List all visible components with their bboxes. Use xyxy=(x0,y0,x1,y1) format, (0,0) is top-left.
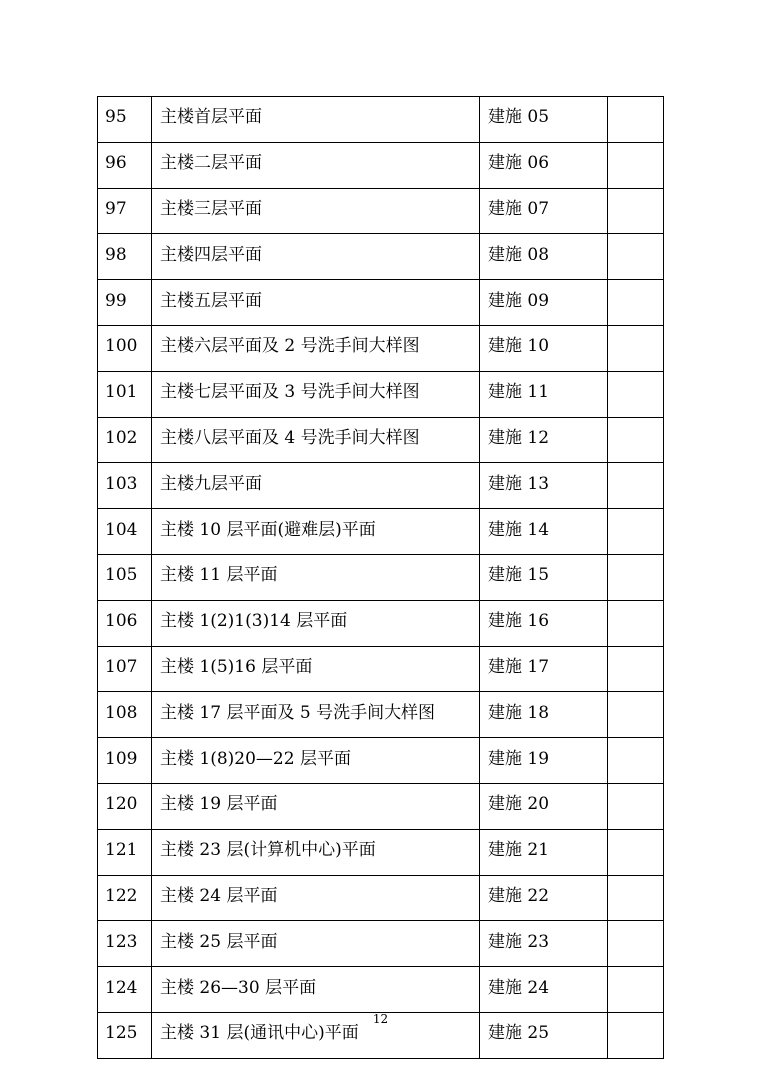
remarks-cell xyxy=(608,142,664,188)
row-number-cell: 108 xyxy=(98,692,152,738)
row-number-cell: 122 xyxy=(98,875,152,921)
remarks-cell xyxy=(608,188,664,234)
table-row xyxy=(98,829,664,875)
drawing-code-cell: 建施 14 xyxy=(480,509,608,555)
drawing-name-cell: 主楼 10 层平面(避难层)平面 xyxy=(152,509,480,555)
drawing-code-cell: 建施 12 xyxy=(480,417,608,463)
remarks-cell xyxy=(608,829,664,875)
table-row xyxy=(98,738,664,784)
drawing-code-cell: 建施 08 xyxy=(480,234,608,280)
table-row xyxy=(98,325,664,371)
drawing-code-cell: 建施 25 xyxy=(480,1012,608,1058)
row-number-cell: 99 xyxy=(98,280,152,326)
row-number-cell: 123 xyxy=(98,921,152,967)
row-number-cell: 96 xyxy=(98,142,152,188)
remarks-cell xyxy=(608,692,664,738)
drawing-name-cell: 主楼六层平面及 2 号洗手间大样图 xyxy=(152,325,480,371)
drawing-name-cell: 主楼九层平面 xyxy=(152,463,480,509)
remarks-cell xyxy=(608,554,664,600)
row-number-cell: 121 xyxy=(98,829,152,875)
drawing-code-cell: 建施 09 xyxy=(480,280,608,326)
table-row xyxy=(98,188,664,234)
remarks-cell xyxy=(608,417,664,463)
table-row xyxy=(98,280,664,326)
table-row xyxy=(98,97,664,143)
drawing-name-cell: 主楼 25 层平面 xyxy=(152,921,480,967)
table-row xyxy=(98,142,664,188)
drawing-name-cell: 主楼八层平面及 4 号洗手间大样图 xyxy=(152,417,480,463)
drawing-code-cell: 建施 06 xyxy=(480,142,608,188)
row-number-cell: 101 xyxy=(98,371,152,417)
drawing-code-cell: 建施 22 xyxy=(480,875,608,921)
row-number-cell: 124 xyxy=(98,967,152,1013)
table-row xyxy=(98,371,664,417)
drawing-code-cell: 建施 23 xyxy=(480,921,608,967)
table-row xyxy=(98,463,664,509)
row-number-cell: 97 xyxy=(98,188,152,234)
drawing-name-cell: 主楼 1(5)16 层平面 xyxy=(152,646,480,692)
row-number-cell: 103 xyxy=(98,463,152,509)
drawing-name-cell: 主楼 17 层平面及 5 号洗手间大样图 xyxy=(152,692,480,738)
drawing-code-cell: 建施 07 xyxy=(480,188,608,234)
table-row xyxy=(98,921,664,967)
drawing-name-cell: 主楼五层平面 xyxy=(152,280,480,326)
row-number-cell: 102 xyxy=(98,417,152,463)
table-row xyxy=(98,417,664,463)
row-number-cell: 98 xyxy=(98,234,152,280)
drawing-code-cell: 建施 24 xyxy=(480,967,608,1013)
table-row xyxy=(98,600,664,646)
table-row xyxy=(98,967,664,1013)
page-number: 12 xyxy=(372,1012,389,1026)
remarks-cell xyxy=(608,783,664,829)
drawing-code-cell: 建施 20 xyxy=(480,783,608,829)
remarks-cell xyxy=(608,738,664,784)
drawing-name-cell: 主楼四层平面 xyxy=(152,234,480,280)
drawing-name-cell: 主楼 11 层平面 xyxy=(152,554,480,600)
drawing-name-cell: 主楼 23 层(计算机中心)平面 xyxy=(152,829,480,875)
drawing-code-cell: 建施 15 xyxy=(480,554,608,600)
row-number-cell: 107 xyxy=(98,646,152,692)
row-number-cell: 125 xyxy=(98,1012,152,1058)
table-row xyxy=(98,875,664,921)
drawing-name-cell: 主楼 26—30 层平面 xyxy=(152,967,480,1013)
drawing-list-table xyxy=(97,96,664,1059)
drawing-name-cell: 主楼 24 层平面 xyxy=(152,875,480,921)
drawing-code-cell: 建施 19 xyxy=(480,738,608,784)
drawing-code-cell: 建施 10 xyxy=(480,325,608,371)
table-row xyxy=(98,509,664,555)
remarks-cell xyxy=(608,325,664,371)
remarks-cell xyxy=(608,646,664,692)
table-row xyxy=(98,646,664,692)
row-number-cell: 105 xyxy=(98,554,152,600)
remarks-cell xyxy=(608,234,664,280)
remarks-cell xyxy=(608,921,664,967)
row-number-cell: 109 xyxy=(98,738,152,784)
drawing-name-cell: 主楼首层平面 xyxy=(152,97,480,143)
row-number-cell: 120 xyxy=(98,783,152,829)
remarks-cell xyxy=(608,463,664,509)
remarks-cell xyxy=(608,967,664,1013)
drawing-code-cell: 建施 17 xyxy=(480,646,608,692)
remarks-cell xyxy=(608,97,664,143)
remarks-cell xyxy=(608,509,664,555)
row-number-cell: 95 xyxy=(98,97,152,143)
table-row xyxy=(98,783,664,829)
row-number-cell: 100 xyxy=(98,325,152,371)
drawing-name-cell: 主楼七层平面及 3 号洗手间大样图 xyxy=(152,371,480,417)
drawing-code-cell: 建施 13 xyxy=(480,463,608,509)
remarks-cell xyxy=(608,280,664,326)
remarks-cell xyxy=(608,600,664,646)
drawing-code-cell: 建施 18 xyxy=(480,692,608,738)
drawing-name-cell: 主楼三层平面 xyxy=(152,188,480,234)
table-row xyxy=(98,554,664,600)
drawing-code-cell: 建施 05 xyxy=(480,97,608,143)
remarks-cell xyxy=(608,875,664,921)
row-number-cell: 106 xyxy=(98,600,152,646)
drawing-list-body xyxy=(98,97,664,1059)
drawing-name-cell: 主楼 31 层(通讯中心)平面 xyxy=(152,1012,480,1058)
drawing-code-cell: 建施 16 xyxy=(480,600,608,646)
drawing-code-cell: 建施 11 xyxy=(480,371,608,417)
drawing-name-cell: 主楼二层平面 xyxy=(152,142,480,188)
remarks-cell xyxy=(608,371,664,417)
drawing-code-cell: 建施 21 xyxy=(480,829,608,875)
drawing-name-cell: 主楼 19 层平面 xyxy=(152,783,480,829)
table-row xyxy=(98,234,664,280)
drawing-name-cell: 主楼 1(8)20—22 层平面 xyxy=(152,738,480,784)
row-number-cell: 104 xyxy=(98,509,152,555)
drawing-name-cell: 主楼 1(2)1(3)14 层平面 xyxy=(152,600,480,646)
table-row xyxy=(98,692,664,738)
